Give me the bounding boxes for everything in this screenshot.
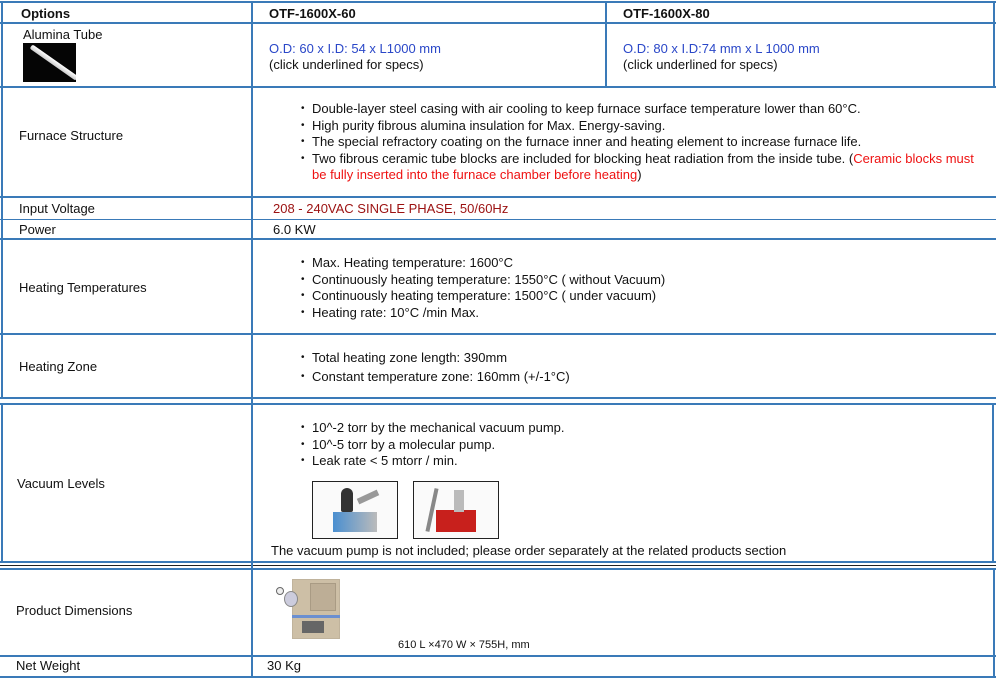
list-item: • 10^-2 torr by the mechanical vacuum pump. <box>300 420 900 437</box>
furnace-image <box>276 577 350 641</box>
heating-temperatures-label: Heating Temperatures <box>19 280 147 295</box>
pump-base <box>436 510 476 532</box>
header-model-60: OTF-1600X-60 <box>269 6 356 21</box>
pump-top <box>341 488 353 512</box>
list-item <box>300 151 980 184</box>
border <box>993 1 995 87</box>
mechanical-pump-image[interactable] <box>312 481 398 539</box>
alumina-tube-note-80: (click underlined for specs) <box>623 57 778 72</box>
list-item: • Continuously heating temperature: 1550°C ( without Vacuum) <box>300 272 900 289</box>
alumina-tube-image <box>23 43 76 82</box>
alumina-tube-spec-80-link[interactable]: O.D: 80 x I.D:74 mm x L 1000 mm <box>623 41 820 56</box>
heating-zone-list <box>300 348 900 386</box>
input-voltage-label: Input Voltage <box>19 201 95 216</box>
list-item: • Total heating zone length: 390mm <box>300 348 900 367</box>
border <box>0 196 996 198</box>
header-options: Options <box>21 6 71 21</box>
furnace-structure-list <box>300 101 980 184</box>
alumina-tube-label: Alumina Tube <box>23 27 103 42</box>
list-item: • Max. Heating temperature: 1600°C <box>300 255 900 272</box>
furnace-door <box>310 583 336 611</box>
border <box>0 403 996 405</box>
border <box>0 219 996 220</box>
border <box>605 1 607 87</box>
furnace-structure-label: Furnace Structure <box>19 128 124 143</box>
furnace-band <box>292 615 340 618</box>
molecular-pump-image[interactable] <box>413 481 499 539</box>
heating-zone-label: Heating Zone <box>19 359 98 374</box>
net-weight-label: Net Weight <box>16 658 81 673</box>
vacuum-levels-list <box>300 420 900 470</box>
border <box>0 333 996 335</box>
header-model-80: OTF-1600X-80 <box>623 6 710 21</box>
border <box>1 403 3 563</box>
border <box>0 86 996 88</box>
alumina-tube-note-60: (click underlined for specs) <box>269 57 424 72</box>
border <box>992 403 994 563</box>
list-item: • The special refractory coating on the furnace inner and heating element to increase furnace life. <box>300 134 980 151</box>
pump-tube <box>357 490 379 505</box>
tube-shape <box>30 44 76 80</box>
border <box>0 397 996 399</box>
pump-column <box>454 490 464 512</box>
border <box>0 1 996 3</box>
input-voltage-value: 208 - 240VAC SINGLE PHASE, 50/60Hz <box>273 201 509 216</box>
list-item: • Heating rate: 10°C /min Max. <box>300 305 900 322</box>
power-label: Power <box>19 222 56 237</box>
warning-close: ) <box>637 167 642 182</box>
warning-text: Ceramic blocks must be fully inserted into the furnace chamber before heating <box>312 150 974 182</box>
border <box>0 22 996 24</box>
border <box>0 565 996 566</box>
power-value: 6.0 KW <box>273 222 316 237</box>
vacuum-levels-label: Vacuum Levels <box>17 476 105 491</box>
alumina-tube-spec-60-link[interactable]: O.D: 60 x I.D: 54 x L1000 mm <box>269 41 441 56</box>
list-item-text: Two fibrous ceramic tube blocks are included for blocking heat radiation from the inside tube. ( <box>312 150 854 166</box>
list-item: • Constant temperature zone: 160mm (+/-1°C) <box>300 367 900 386</box>
list-item: • Double-layer steel casing with air cooling to keep furnace surface temperature lower than 60°C. <box>300 101 980 118</box>
border <box>0 238 996 240</box>
vacuum-pump-note: The vacuum pump is not included; please order separately at the related products section <box>271 543 787 558</box>
list-item: • High purity fibrous alumina insulation for Max. Energy-saving. <box>300 118 980 135</box>
border <box>251 1 253 678</box>
border <box>0 561 996 563</box>
heating-temperatures-list <box>300 255 900 321</box>
border <box>1 1 3 398</box>
list-item: • Leak rate < 5 mtorr / min. <box>300 453 900 470</box>
border <box>0 655 996 657</box>
list-item: • Continuously heating temperature: 1500°C ( under vacuum) <box>300 288 900 305</box>
pump-body <box>333 512 377 532</box>
net-weight-value: 30 Kg <box>267 658 301 673</box>
list-item: • 10^-5 torr by a molecular pump. <box>300 437 900 454</box>
border <box>0 568 996 570</box>
border <box>993 568 995 678</box>
product-dimensions-value: 610 L ×470 W × 755H, mm <box>398 639 530 651</box>
furnace-gauge <box>276 587 284 595</box>
furnace-flange <box>284 591 298 607</box>
furnace-panel <box>302 621 324 633</box>
product-dimensions-label: Product Dimensions <box>16 603 133 618</box>
